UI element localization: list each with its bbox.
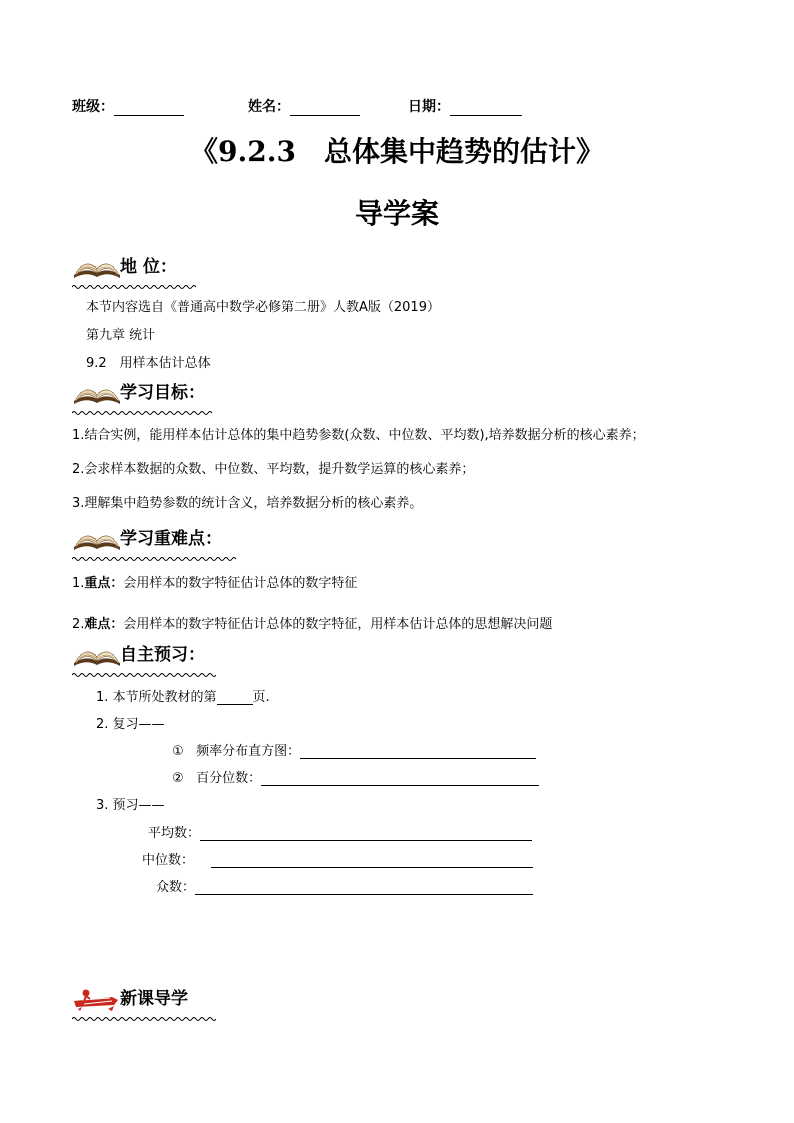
- open-book-icon: [72, 379, 122, 405]
- name-label: 姓名：: [248, 99, 290, 115]
- section-newlesson-heading: [72, 984, 188, 1018]
- class-blank[interactable]: [114, 101, 184, 116]
- preview-item-3: 3. 预习——: [96, 798, 165, 813]
- review-label: 百分位数：: [196, 771, 262, 786]
- preview-item-1-suffix: 页.: [252, 690, 270, 705]
- open-book-icon: [72, 641, 122, 667]
- position-line-3: 9.2 用样本估计总体: [86, 356, 211, 371]
- page-title: 《9.2.3 总体集中趋势的估计》: [190, 135, 604, 168]
- section-newlesson-label: 新课导学: [120, 989, 188, 1009]
- preview-median: [142, 849, 533, 868]
- page-number-blank[interactable]: [217, 690, 253, 705]
- wavy-underline: [72, 1016, 216, 1022]
- name-blank[interactable]: [290, 101, 360, 116]
- median-label: 中位数：: [142, 853, 195, 868]
- keypoint-bold-label: 重点：: [84, 576, 124, 591]
- preview-item-1: [96, 686, 270, 705]
- goal-item-3: 3.理解集中趋势参数的统计含义，培养数据分析的核心素养。: [72, 496, 423, 511]
- section-preview-heading: [72, 640, 205, 674]
- date-field: [408, 96, 522, 116]
- open-book-icon: [72, 525, 122, 551]
- keypoint-num: 2.: [72, 617, 85, 632]
- preview-item-2: 2. 复习——: [96, 717, 165, 732]
- keypoint-item-1: [72, 572, 357, 591]
- keypoint-item-2: [72, 613, 552, 632]
- keypoint-num: 1.: [72, 576, 85, 591]
- keypoint-text: 会用样本的数字特征估计总体的数字特征，用样本估计总体的思想解决问题: [123, 617, 553, 632]
- lesson-banner-icon: [72, 985, 122, 1011]
- review-percentile: [172, 767, 539, 786]
- histogram-blank[interactable]: [300, 744, 536, 759]
- mean-blank[interactable]: [200, 826, 532, 841]
- open-book-icon: [72, 253, 122, 279]
- mode-label: 众数：: [156, 880, 196, 895]
- page-subtitle: 导学案: [354, 197, 439, 230]
- position-line-1: 本节内容选自《普通高中数学必修第二册》人教A版（2019）: [86, 300, 440, 315]
- section-position-label: 地 位：: [120, 257, 177, 277]
- class-label: 班级：: [72, 99, 114, 115]
- mode-blank[interactable]: [195, 880, 533, 895]
- wavy-underline: [72, 672, 216, 678]
- keypoint-bold-label: 难点：: [84, 617, 124, 632]
- class-field: [72, 96, 184, 116]
- circled-number: ①: [172, 744, 184, 759]
- wavy-underline: [72, 284, 196, 290]
- mean-label: 平均数：: [148, 826, 201, 841]
- goal-item-2: 2.会求样本数据的众数、中位数、平均数，提升数学运算的核心素养；: [72, 462, 475, 477]
- keypoint-text: 会用样本的数字特征估计总体的数字特征: [123, 576, 358, 591]
- review-histogram: [172, 740, 536, 759]
- wavy-underline: [72, 556, 238, 562]
- section-keypoints-label: 学习重难点：: [120, 529, 222, 549]
- name-field: [248, 96, 360, 116]
- section-goals-heading: [72, 378, 205, 412]
- section-keypoints-heading: [72, 524, 222, 558]
- goal-item-1: 1.结合实例，能用样本估计总体的集中趋势参数(众数、中位数、平均数),培养数据分析的核心素养；: [72, 428, 645, 443]
- preview-mode: [156, 876, 533, 895]
- wavy-underline: [72, 410, 214, 416]
- section-preview-label: 自主预习：: [120, 645, 205, 665]
- date-blank[interactable]: [450, 101, 522, 116]
- percentile-blank[interactable]: [261, 771, 539, 786]
- position-line-2: 第九章 统计: [86, 328, 156, 343]
- preview-item-1-prefix: 1. 本节所处教材的第: [96, 690, 217, 705]
- review-label: 频率分布直方图：: [196, 744, 301, 759]
- median-blank[interactable]: [211, 853, 533, 868]
- section-position-heading: [72, 252, 177, 286]
- preview-mean: [148, 822, 532, 841]
- circled-number: ②: [172, 771, 184, 786]
- section-goals-label: 学习目标：: [120, 383, 205, 403]
- date-label: 日期：: [408, 99, 450, 115]
